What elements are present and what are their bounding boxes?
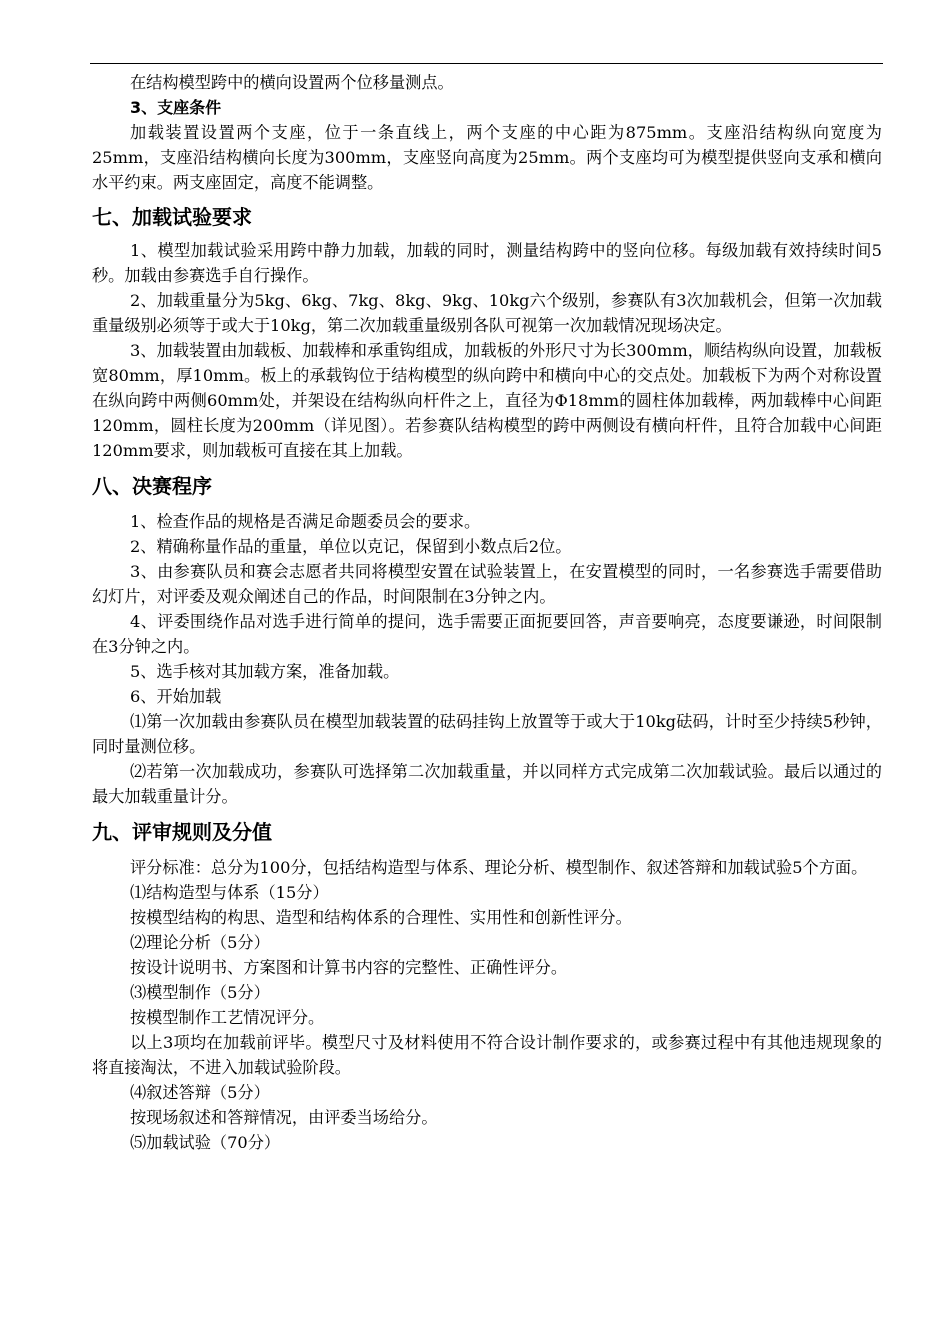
subheading-support-conditions: 3、支座条件 — [130, 98, 222, 117]
paragraph: 按模型制作工艺情况评分。 — [130, 1008, 325, 1027]
section-heading-loading-test: 七、加载试验要求 — [92, 205, 252, 229]
paragraph: 以上3项均在加载前评毕。模型尺寸及材料使用不符合设计制作要求的，或参赛过程中有其他违规现象的将直接淘汰，不进入加载试验阶段。 — [92, 1033, 882, 1077]
paragraph: 2、加载重量分为5kg、6kg、7kg、8kg、9kg、10kg六个级别，参赛队有3次加载机会，但第一次加载重量级别必须等于或大于10kg，第二次加载重量级别各队可视第一次加载情况现场决定。 — [92, 291, 882, 335]
paragraph: ⑵理论分析（5分） — [130, 933, 270, 952]
paragraph: 按模型结构的构思、造型和结构体系的合理性、实用性和创新性评分。 — [130, 908, 632, 927]
paragraph-measure-points: 在结构模型跨中的横向设置两个位移量测点。 — [130, 73, 454, 92]
paragraph: 评分标准：总分为100分，包括结构造型与体系、理论分析、模型制作、叙述答辩和加载试验5个方面。 — [130, 858, 868, 877]
paragraph: 1、检查作品的规格是否满足命题委员会的要求。 — [130, 512, 481, 531]
paragraph: ⑶模型制作（5分） — [130, 983, 270, 1002]
document-page — [92, 70, 882, 1155]
section-heading-final-procedure: 八、决赛程序 — [92, 474, 212, 498]
paragraph: 1、模型加载试验采用跨中静力加载，加载的同时，测量结构跨中的竖向位移。每级加载有效持续时间5秒。加载由参赛选手自行操作。 — [92, 241, 882, 285]
header-rule — [90, 63, 883, 64]
paragraph: 4、评委围绕作品对选手进行简单的提问，选手需要正面扼要回答，声音要响亮，态度要谦逊，时间限制在3分钟之内。 — [92, 612, 882, 656]
paragraph: 按现场叙述和答辩情况，由评委当场给分。 — [130, 1108, 438, 1127]
paragraph: ⑷叙述答辩（5分） — [130, 1083, 270, 1102]
section-heading-scoring-rules: 九、评审规则及分值 — [92, 820, 272, 844]
paragraph-support: 加载装置设置两个支座，位于一条直线上，两个支座的中心距为875mm。支座沿结构纵向宽度为25mm，支座沿结构横向长度为300mm，支座竖向高度为25mm。两个支座均可为模型提供竖向支承和横向水平约束。两支座固定，高度不能调整。 — [92, 123, 882, 192]
paragraph: 3、加载装置由加载板、加载棒和承重钩组成，加载板的外形尺寸为长300mm，顺结构纵向设置，加载板宽80mm，厚10mm。板上的承载钩位于结构模型的纵向跨中和横向中心的交点处。加载板下为两个对称设置在纵向跨中两侧60mm处，并架设在结构纵向杆件之上，直径为Φ18mm的圆柱体加载棒，两加载棒中心间距120mm，圆柱长度为200mm（详见图）。若参赛队结构模型的跨中两侧设有横向杆件，且符合加载中心间距120mm要求，则加载板可直接在其上加载。 — [92, 341, 882, 460]
paragraph: 按设计说明书、方案图和计算书内容的完整性、正确性评分。 — [130, 958, 568, 977]
paragraph: 6、开始加载 — [130, 687, 222, 706]
paragraph: 5、选手核对其加载方案，准备加载。 — [130, 662, 400, 681]
paragraph: ⑵若第一次加载成功，参赛队可选择第二次加载重量，并以同样方式完成第二次加载试验。最后以通过的最大加载重量计分。 — [92, 762, 882, 806]
paragraph: ⑴结构造型与体系（15分） — [130, 883, 329, 902]
paragraph: 3、由参赛队员和赛会志愿者共同将模型安置在试验装置上，在安置模型的同时，一名参赛选手需要借助幻灯片，对评委及观众阐述自己的作品，时间限制在3分钟之内。 — [92, 562, 882, 606]
paragraph: 2、精确称量作品的重量，单位以克记，保留到小数点后2位。 — [130, 537, 572, 556]
paragraph: ⑴第一次加载由参赛队员在模型加载装置的砝码挂钩上放置等于或大于10kg砝码，计时至少持续5秒钟，同时量测位移。 — [92, 712, 882, 756]
paragraph: ⑸加载试验（70分） — [130, 1133, 281, 1152]
